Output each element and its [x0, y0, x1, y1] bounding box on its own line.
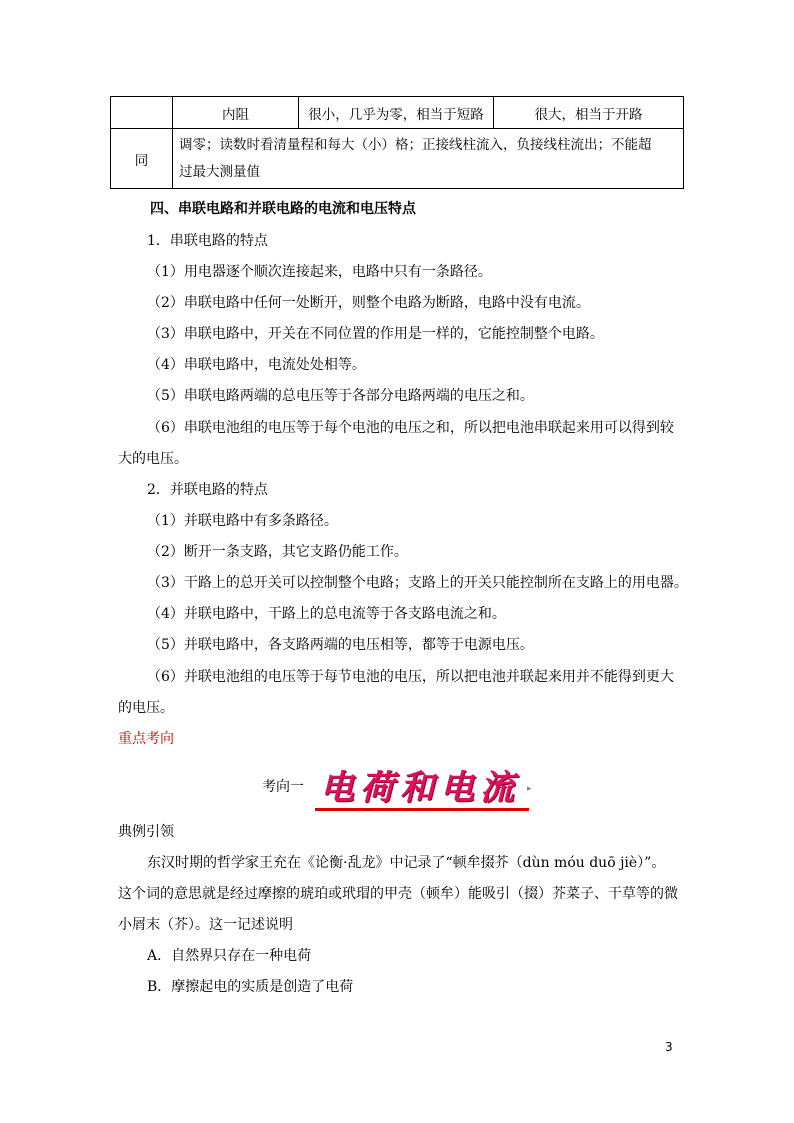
table-cell: 内阻 — [173, 97, 299, 129]
question-line: 东汉时期的哲学家王充在《论衡·乱龙》中记录了“顿牟掇芥（dùn móu duō jiè）”。 — [147, 855, 666, 871]
series-item: （2）串联电路中任何一处断开，则整个电路为断路，电路中没有电流。 — [147, 295, 590, 311]
banner-underline — [315, 808, 529, 811]
table-cell — [111, 97, 173, 129]
series-item: （1）用电器逐个顺次连接起来，电路中只有一条路径。 — [147, 264, 492, 280]
table-cell: 很小，几乎为零，相当于短路 — [299, 97, 494, 129]
option-b: B．摩擦起电的实质是创造了电荷 — [147, 979, 354, 995]
subheading-series: 1．串联电路的特点 — [147, 233, 268, 249]
parallel-item: （2）断开一条支路，其它支路仍能工作。 — [147, 544, 408, 560]
parallel-item: （5）并联电路中，各支路两端的电压相等，都等于电源电压。 — [147, 637, 534, 653]
banner-edge-mark: ▸ — [527, 784, 532, 794]
parallel-item: （6）并联电池组的电压等于每节电池的电压，所以把电池并联起来用并不能得到更大 — [147, 669, 674, 685]
series-item: （6）串联电池组的电压等于每个电池的电压之和，所以把电池串联起来用可以得到较 — [147, 420, 674, 436]
series-item: （4）串联电路中，电流处处相等。 — [147, 357, 366, 373]
table-cell-merged — [173, 129, 684, 189]
question-line: 小屑末（芥）。这一记述说明 — [118, 917, 293, 933]
parallel-item: （3）干路上的总开关可以控制整个电路；支路上的开关只能控制所在支路上的用电器。 — [147, 575, 688, 591]
parallel-item: （1）并联电路中有多条路径。 — [147, 513, 338, 529]
direction-label: 考向一 — [262, 779, 304, 795]
table-cell: 同 — [111, 129, 173, 189]
parallel-item: （4）并联电路中，干路上的总电流等于各支路电流之和。 — [147, 606, 506, 622]
table-cell: 很大，相当于开路 — [494, 97, 684, 129]
question-line: 这个词的意思就是经过摩擦的琥珀或玳瑁的甲壳（顿牟）能吸引（掇）芥菜子、干草等的微 — [118, 886, 678, 902]
page-number: 3 — [665, 1040, 673, 1054]
table-row — [111, 97, 684, 129]
series-item: （5）串联电路两端的总电压等于各部分电路两端的电压之和。 — [147, 388, 534, 404]
section-heading: 四、串联电路和并联电路的电流和电压特点 — [150, 201, 416, 217]
option-a: A．自然界只存在一种电荷 — [147, 948, 312, 964]
table-row — [111, 129, 684, 189]
parallel-item-cont: 的电压。 — [118, 700, 174, 716]
table-text-line: 过最大测量值 — [179, 163, 260, 180]
key-focus-heading: 重点考向 — [118, 731, 174, 747]
table-text-line: 调零；读数时看清量程和每大（小）格；正接线柱流入，负接线柱流出；不能超 — [179, 136, 652, 153]
series-item-cont: 大的电压。 — [118, 451, 188, 467]
comparison-table — [110, 96, 684, 189]
example-heading: 典例引领 — [118, 824, 174, 840]
direction-banner — [309, 756, 531, 814]
direction-banner-text: 电荷和电流 — [320, 768, 520, 808]
series-item: （3）串联电路中，开关在不同位置的作用是一样的，它能控制整个电路。 — [147, 326, 604, 342]
subheading-parallel: 2．并联电路的特点 — [147, 482, 268, 498]
